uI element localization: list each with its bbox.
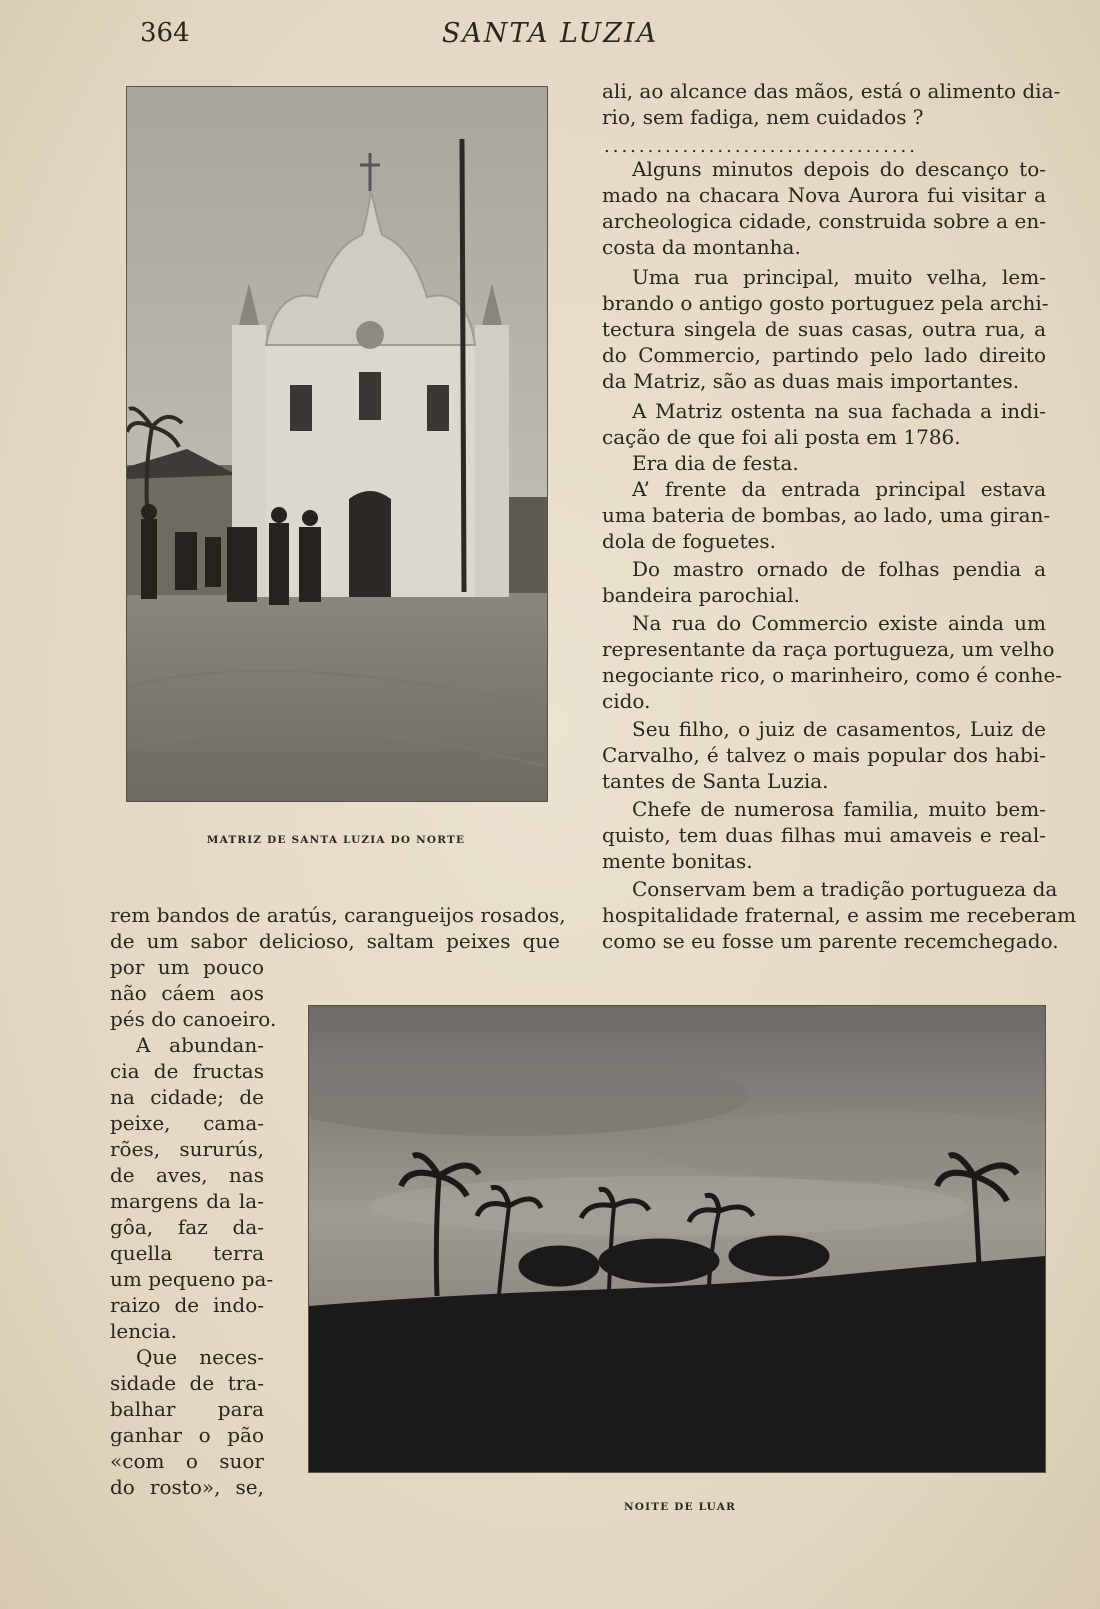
right-paragraph-10: [602, 876, 1077, 954]
text-line: Alguns minutos depois do descanço to-: [632, 157, 1046, 181]
text-line: rões, sururús,: [110, 1137, 264, 1161]
text-line: do rosto», se,: [110, 1475, 264, 1499]
text-line: como se eu fosse um parente recemchegado.: [602, 929, 1059, 953]
text-line: sidade de tra-: [110, 1371, 264, 1395]
text-line: balhar para: [110, 1397, 264, 1421]
text-line: ganhar o pão: [110, 1423, 264, 1447]
text-line: archeologica cidade, construida sobre a en-: [602, 209, 1046, 233]
right-paragraph-7: [602, 610, 1063, 714]
text-line: quisto, tem duas filhas mui amaveis e real-: [602, 823, 1046, 847]
right-paragraph-3: [602, 398, 1046, 450]
text-line: rio, sem fadiga, nem cuidados ?: [602, 105, 924, 129]
text-line: tectura singela de suas casas, outra rua, a: [602, 317, 1046, 341]
text-line: «com o suor: [110, 1449, 264, 1473]
text-line: na cidade; de: [110, 1085, 264, 1109]
text-line: Do mastro ornado de folhas pendia a: [632, 557, 1046, 581]
left-narrow-text: [110, 954, 277, 1500]
text-line: brando o antigo gosto portuguez pela archi-: [602, 291, 1049, 315]
right-paragraph-5: [602, 476, 1051, 554]
text-line: por um pouco: [110, 955, 264, 979]
text-line: dola de foguetes.: [602, 529, 776, 553]
dotted-separator: ....................................: [604, 136, 918, 157]
text-line: Era dia de festa.: [632, 451, 799, 475]
running-title: SANTA LUZIA: [441, 18, 659, 49]
text-line: Seu filho, o juiz de casamentos, Luiz de: [632, 717, 1046, 741]
night-photo: [308, 1005, 1046, 1473]
text-line: negociante rico, o marinheiro, como é conhe-: [602, 663, 1063, 687]
text-line: Uma rua principal, muito velha, lem-: [632, 265, 1046, 289]
right-paragraph-0: [602, 78, 1061, 130]
text-line: de aves, nas: [110, 1163, 264, 1187]
church-photo-caption: MATRIZ DE SANTA LUZIA DO NORTE: [206, 834, 466, 846]
text-line: mado na chacara Nova Aurora fui visitar a: [602, 183, 1046, 207]
text-line: da Matriz, são as duas mais importantes.: [602, 369, 1020, 393]
text-line: cido.: [602, 689, 651, 713]
text-line: rem bandos de aratús, carangueijos rosados,: [110, 903, 566, 927]
text-line: costa da montanha.: [602, 235, 801, 259]
text-line: gôa, faz da-: [110, 1215, 264, 1239]
text-line: peixe, cama-: [110, 1111, 264, 1135]
text-line: cação de que foi ali posta em 1786.: [602, 425, 961, 449]
church-photo: [126, 86, 548, 802]
text-line: lencia.: [110, 1319, 177, 1343]
text-line: de um sabor delicioso, saltam peixes que: [110, 929, 560, 953]
right-paragraph-6: [602, 556, 1046, 608]
text-line: quella terra: [110, 1241, 264, 1265]
text-line: ali, ao alcance das mãos, está o alimento dia-: [602, 79, 1061, 103]
right-paragraph-9: [602, 796, 1046, 874]
left-wide-text: [110, 902, 566, 954]
text-line: tantes de Santa Luzia.: [602, 769, 829, 793]
text-line: hospitalidade fraternal, e assim me receberam: [602, 903, 1077, 927]
church-illustration: [127, 87, 547, 801]
text-line: A’ frente da entrada principal estava: [632, 477, 1046, 501]
text-line: raizo de indo-: [110, 1293, 264, 1317]
text-line: margens da la-: [110, 1189, 264, 1213]
text-line: A abundan-: [136, 1033, 264, 1057]
text-line: representante da raça portugueza, um velho: [602, 637, 1055, 661]
right-paragraph-1: [602, 156, 1046, 260]
text-line: Chefe de numerosa familia, muito bem-: [632, 797, 1046, 821]
text-line: não cáem aos: [110, 981, 264, 1005]
text-line: uma bateria de bombas, ao lado, uma giran-: [602, 503, 1051, 527]
right-paragraph-8: [602, 716, 1046, 794]
text-line: Carvalho, é talvez o mais popular dos habi-: [602, 743, 1046, 767]
text-line: cia de fructas: [110, 1059, 264, 1083]
right-paragraph-4: [602, 450, 1046, 476]
text-line: bandeira parochial.: [602, 583, 800, 607]
right-paragraph-2: [602, 264, 1049, 394]
text-line: Que neces-: [136, 1345, 264, 1369]
text-line: do Commercio, partindo pelo lado direito: [602, 343, 1046, 367]
page-number: 364: [140, 18, 190, 48]
text-line: um pequeno pa-: [110, 1267, 274, 1291]
text-line: pés do canoeiro.: [110, 1007, 277, 1031]
text-line: Na rua do Commercio existe ainda um: [632, 611, 1046, 635]
text-line: Conservam bem a tradição portugueza da: [632, 877, 1058, 901]
text-line: mente bonitas.: [602, 849, 753, 873]
night-photo-caption: NOITE DE LUAR: [623, 1501, 736, 1513]
palm-silhouette-illustration: [309, 1006, 1045, 1472]
text-line: A Matriz ostenta na sua fachada a indi-: [632, 399, 1046, 423]
